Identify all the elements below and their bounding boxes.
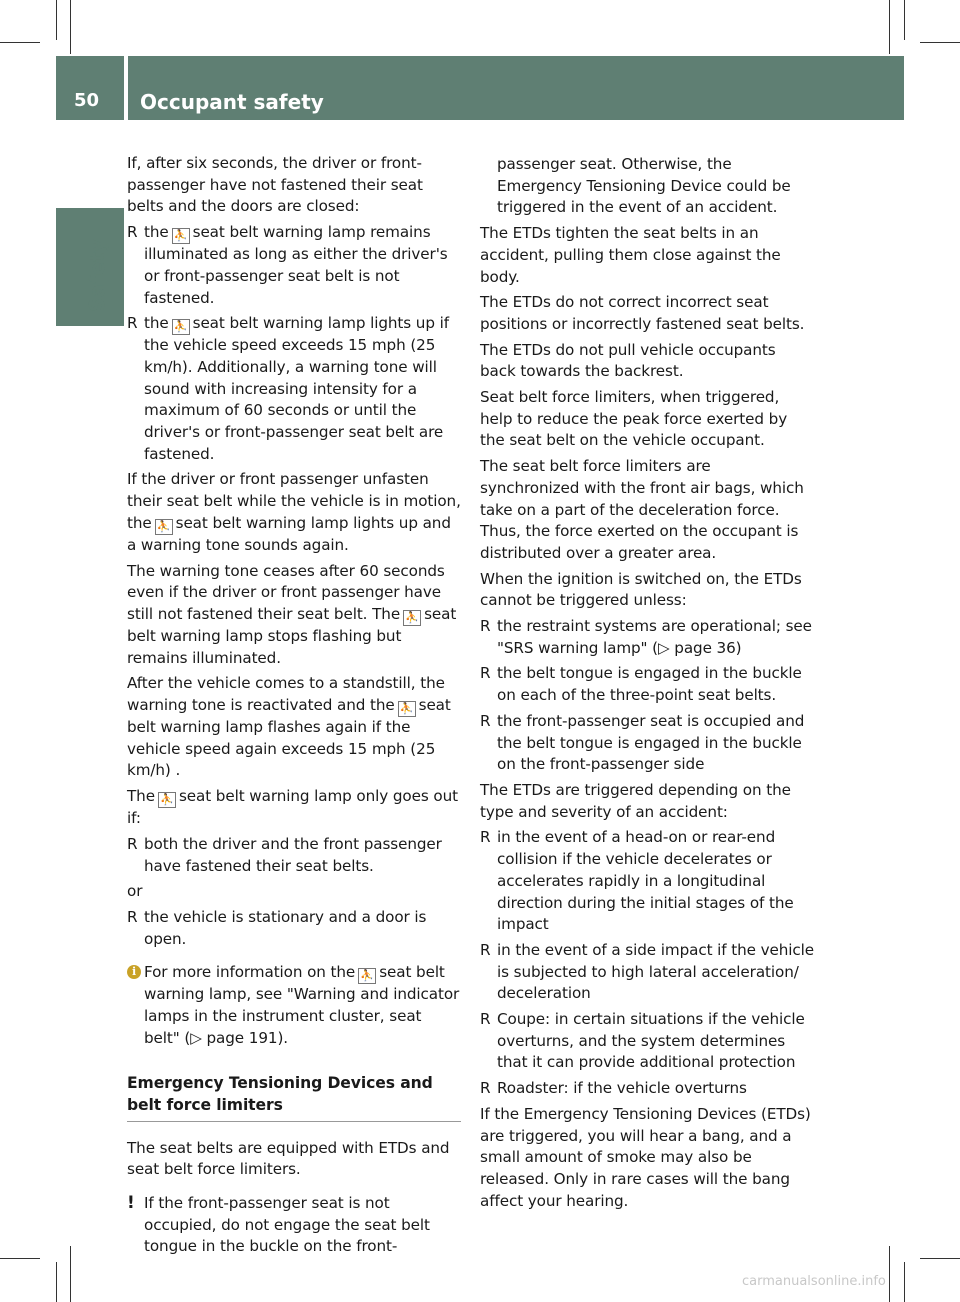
list-item: R the ⛹ seat belt warning lamp remains illuminated as long as either the driver's or front-passenger seat belt is not fastened. — [127, 223, 448, 307]
list-item: R Coupe: in certain situations if the vehicle overturns, and the system determines that it can provide additional protection — [480, 1010, 805, 1072]
seat-belt-icon: ⛹ — [358, 968, 376, 984]
paragraph: If the driver or front passenger unfasten their seat belt while the vehicle is in motion, the ⛹ seat belt warning lamp lights up and a warning tone sounds again. — [127, 470, 461, 554]
info-note: i For more information on the ⛹ seat belt warning lamp, see "Warning and indicator lamps in the instrument cluster, seat belt" (▷ page 191). — [127, 962, 461, 1049]
warning-continuation: passenger seat. Otherwise, the Emergency Tensioning Device could be triggered in the event of an accident. — [497, 155, 791, 217]
paragraph: After the vehicle comes to a standstill, the warning tone is reactivated and the ⛹ seat belt warning lamp flashes again if the vehicle speed again exceeds 15 mph (25 km/h) . — [127, 674, 451, 780]
crop-mark — [920, 42, 960, 43]
crop-mark — [70, 1246, 71, 1302]
paragraph: The seat belt force limiters are synchronized with the front air bags, which take on a part of the deceleration force. Thus, the force exerted on the occupant is distributed over a greater area. — [480, 457, 804, 562]
crop-mark — [904, 1262, 905, 1302]
list-item: R the vehicle is stationary and a door is open. — [127, 907, 427, 948]
list-item: R the ⛹ seat belt warning lamp lights up if the vehicle speed exceeds 15 mph (25 km/h). Additionally, a warning tone will sound with increasing intensity for a maximum of 60 seconds or until the driver's or front-passenger seat belt are fastened. — [127, 314, 449, 463]
seat-belt-icon: ⛹ — [403, 610, 421, 626]
list-item: R in the event of a side impact if the vehicle is subjected to high lateral acceleration/ deceleration — [480, 940, 814, 1003]
paragraph: When the ignition is switched on, the ETDs cannot be triggered unless: — [480, 569, 802, 610]
info-icon: i — [127, 965, 141, 979]
crop-mark — [889, 1246, 890, 1302]
crop-mark — [889, 0, 890, 54]
crop-mark — [904, 0, 905, 40]
list-item: R the restraint systems are operational; see "SRS warning lamp" (▷ page 36) — [480, 617, 812, 657]
paragraph: The ETDs tighten the seat belts in an accident, pulling them close against the body. — [480, 224, 781, 286]
section-heading: Emergency Tensioning Devices and belt force limiters — [127, 1072, 461, 1122]
crop-mark — [56, 0, 57, 40]
bullet-marker: R — [480, 711, 491, 730]
warning-note: ! If the front-passenger seat is not occupied, do not engage the seat belt tongue in the buckle on the front- — [127, 1192, 430, 1256]
list-item: R the belt tongue is engaged in the buckle on each of the three-point seat belts. — [480, 664, 802, 705]
bullet-marker: R — [480, 617, 491, 636]
seat-belt-icon: ⛹ — [158, 792, 176, 808]
paragraph: If the Emergency Tensioning Devices (ETDs) are triggered, you will hear a bang, and a small amount of smoke may also be released. Only in rare cases will the bang affect your hearing. — [480, 1104, 811, 1210]
bullet-marker: R — [480, 1079, 491, 1098]
bullet-marker: R — [127, 314, 138, 333]
seat-belt-icon: ⛹ — [172, 228, 190, 244]
page-number: 50 — [74, 90, 100, 111]
crop-mark — [920, 1258, 960, 1259]
paragraph: The warning tone ceases after 60 seconds even if the driver or front passenger have still not fastened their seat belt. The ⛹ seat belt warning lamp stops flashing but remains illuminated. — [127, 561, 457, 667]
paragraph: The ⛹ seat belt warning lamp only goes out if: — [127, 787, 458, 828]
paragraph: Seat belt force limiters, when triggered, help to reduce the peak force exerted by the seat belt on the vehicle occupant. — [480, 388, 788, 450]
bullet-marker: R — [127, 907, 138, 926]
list-item: R the front-passenger seat is occupied and the belt tongue is engaged in the buckle on the front-passenger side — [480, 711, 805, 774]
paragraph: If, after six seconds, the driver or front-passenger have not fastened their seat belts and the doors are closed: — [127, 154, 423, 216]
watermark[interactable]: carmanualsonline.info — [742, 1274, 886, 1289]
warning-icon: ! — [127, 1192, 135, 1213]
crop-mark — [0, 42, 40, 43]
seat-belt-icon: ⛹ — [172, 319, 190, 335]
paragraph: The ETDs are triggered depending on the type and severity of an accident: — [480, 780, 791, 821]
crop-mark — [70, 0, 71, 54]
page-title: Occupant safety — [140, 90, 324, 114]
bullet-marker: R — [127, 223, 138, 242]
list-item: R in the event of a head-on or rear-end collision if the vehicle decelerates or accelerates rapidly in a longitudinal direction during the initial stages of the impact — [480, 828, 794, 934]
paragraph: The ETDs do not correct incorrect seat positions or incorrectly fastened seat belts. — [480, 293, 805, 333]
seat-belt-icon: ⛹ — [398, 701, 416, 717]
paragraph: The seat belts are equipped with ETDs and seat belt force limiters. — [127, 1138, 450, 1179]
bullet-marker: R — [480, 664, 491, 683]
list-item: R Roadster: if the vehicle overturns — [480, 1078, 814, 1100]
bullet-marker: R — [480, 940, 491, 959]
left-column — [127, 153, 461, 1262]
bullet-marker: R — [480, 828, 491, 847]
crop-mark — [0, 1258, 40, 1259]
paragraph: The ETDs do not pull vehicle occupants back towards the backrest. — [480, 340, 776, 381]
list-item: R both the driver and the front passenger have fastened their seat belts. — [127, 834, 442, 875]
right-column — [480, 154, 814, 1216]
crop-mark — [56, 1262, 57, 1302]
paragraph: or — [127, 882, 143, 901]
bullet-marker: R — [127, 834, 138, 853]
bullet-marker: R — [480, 1010, 491, 1029]
header-separator — [124, 56, 128, 120]
side-tab-label: Safety — [85, 239, 109, 312]
seat-belt-icon: ⛹ — [155, 519, 173, 535]
